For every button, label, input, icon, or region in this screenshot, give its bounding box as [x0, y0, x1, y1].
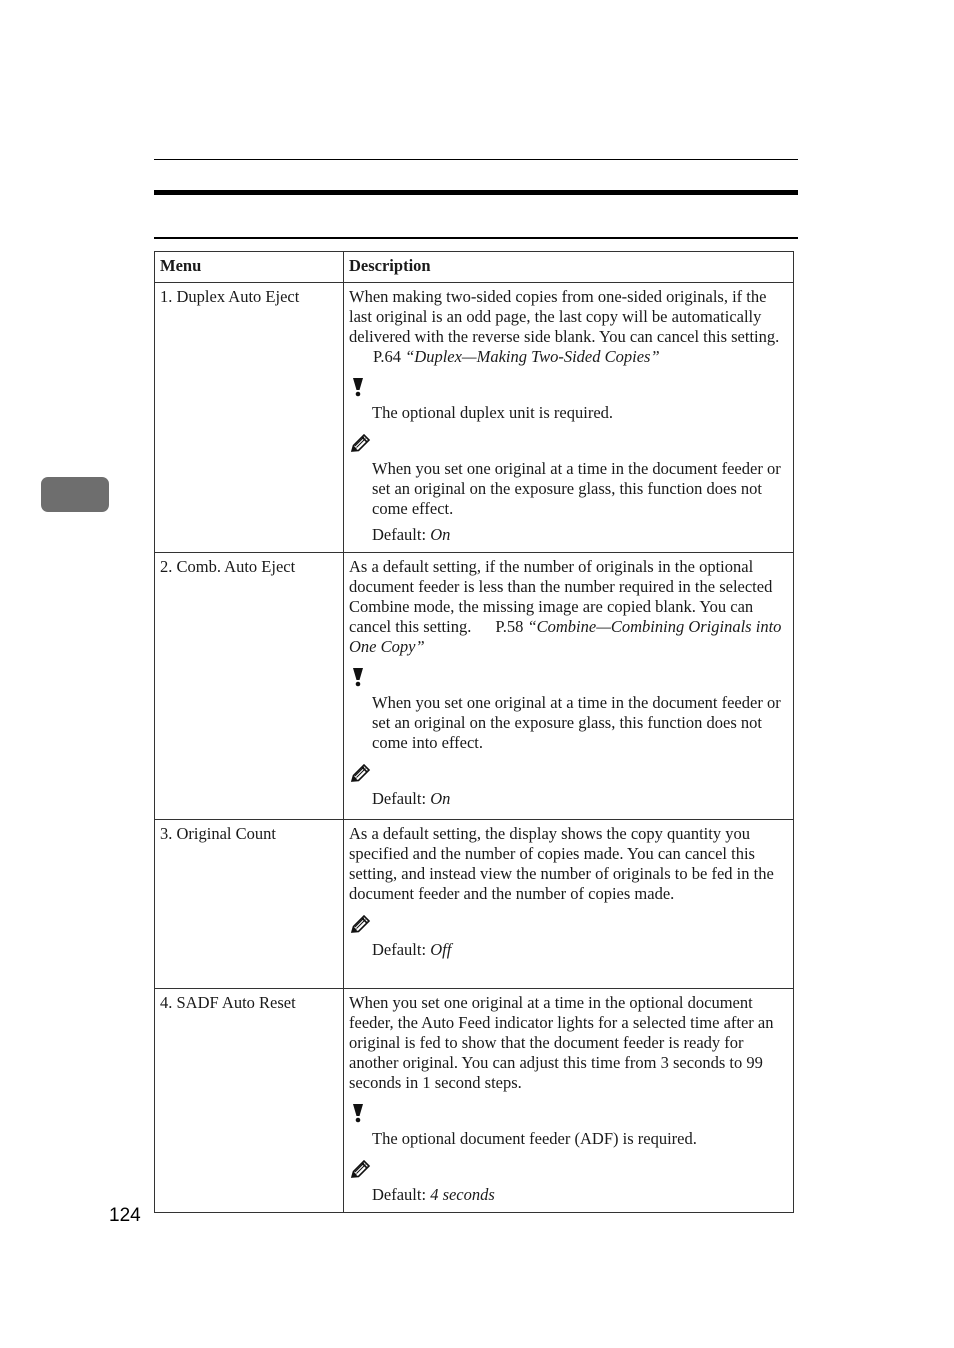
- description-cell: [344, 283, 794, 553]
- default-value: On: [430, 789, 451, 808]
- menu-cell: 3. Original Count: [155, 820, 344, 989]
- settings-table: [154, 251, 794, 1213]
- section-rule: [154, 237, 798, 239]
- description-text: As a default setting, if the number of originals in the optional document feeder is less than the number required in the selected Combine mode, the missing image are copied blank. You can cancel this setting. P.58 “Combine—Combining Originals into One Copy”: [349, 557, 782, 656]
- description-cell: [344, 989, 794, 1213]
- important-text: When you set one original at a time in the document feeder or set an original on the exposure glass, this function does not come into effect.: [372, 693, 781, 752]
- note-text: When you set one original at a time in the document feeder or set an original on the exposure glass, this function does not come effect.: [372, 459, 781, 518]
- menu-cell: 4. SADF Auto Reset: [155, 989, 344, 1213]
- header-menu: Menu: [155, 252, 344, 283]
- description-text: When you set one original at a time in the optional document feeder, the Auto Feed indicator lights for a selected time after an original is fed to show that the document feeder is ready for another original. You can adjust this time from 3 seconds to 99 seconds in 1 second steps.: [349, 993, 774, 1092]
- menu-cell: 2. Comb. Auto Eject: [155, 553, 344, 820]
- pencil-icon: [350, 914, 788, 936]
- header-description: Description: [344, 252, 794, 283]
- description-cell: [344, 553, 794, 820]
- important-text: The optional duplex unit is required.: [372, 403, 614, 422]
- reference-title: “Combine—Combining Originals into One Copy”: [349, 617, 782, 656]
- menu-cell: 1. Duplex Auto Eject: [155, 283, 344, 553]
- table-row: [155, 553, 794, 820]
- important-text: The optional document feeder (ADF) is required.: [372, 1129, 697, 1148]
- reference-page: P.64: [373, 347, 401, 366]
- chapter-tab: [41, 477, 109, 512]
- pencil-icon: [350, 763, 788, 785]
- header-rule-thin: [154, 159, 798, 160]
- description-text: As a default setting, the display shows the copy quantity you specified and the number of copies made. You can cancel this setting, and instead view the number of originals to be fed in the document feeder and the number of copies made.: [349, 824, 774, 903]
- description-cell: [344, 820, 794, 989]
- table-row: [155, 283, 794, 553]
- default-setting: Default: On: [372, 525, 451, 544]
- exclamation-icon: [350, 667, 788, 689]
- page-number: 124: [109, 1205, 141, 1226]
- default-value: 4 seconds: [430, 1185, 495, 1204]
- exclamation-icon: [350, 1103, 788, 1125]
- reference-title: “Duplex—Making Two-Sided Copies”: [405, 347, 660, 366]
- pencil-icon: [350, 433, 788, 455]
- default-setting: Default: On: [372, 789, 451, 808]
- pencil-icon: [350, 1159, 788, 1181]
- default-value: On: [430, 525, 451, 544]
- default-setting: Default: 4 seconds: [372, 1185, 495, 1204]
- table-header-row: [155, 252, 794, 283]
- header-rule-thick: [154, 190, 798, 195]
- exclamation-icon: [350, 377, 788, 399]
- reference-page: P.58: [495, 617, 524, 636]
- default-setting: Default: Off: [372, 940, 452, 959]
- default-value: Off: [430, 940, 452, 959]
- description-text: When making two-sided copies from one-sided originals, if the last original is an odd page, the last copy will be automatically delivered with the reverse side blank. You can cancel this setting.P.64 “Duplex—Making Two-Sided Copies”: [349, 287, 780, 366]
- table-row: [155, 989, 794, 1213]
- table-row: [155, 820, 794, 989]
